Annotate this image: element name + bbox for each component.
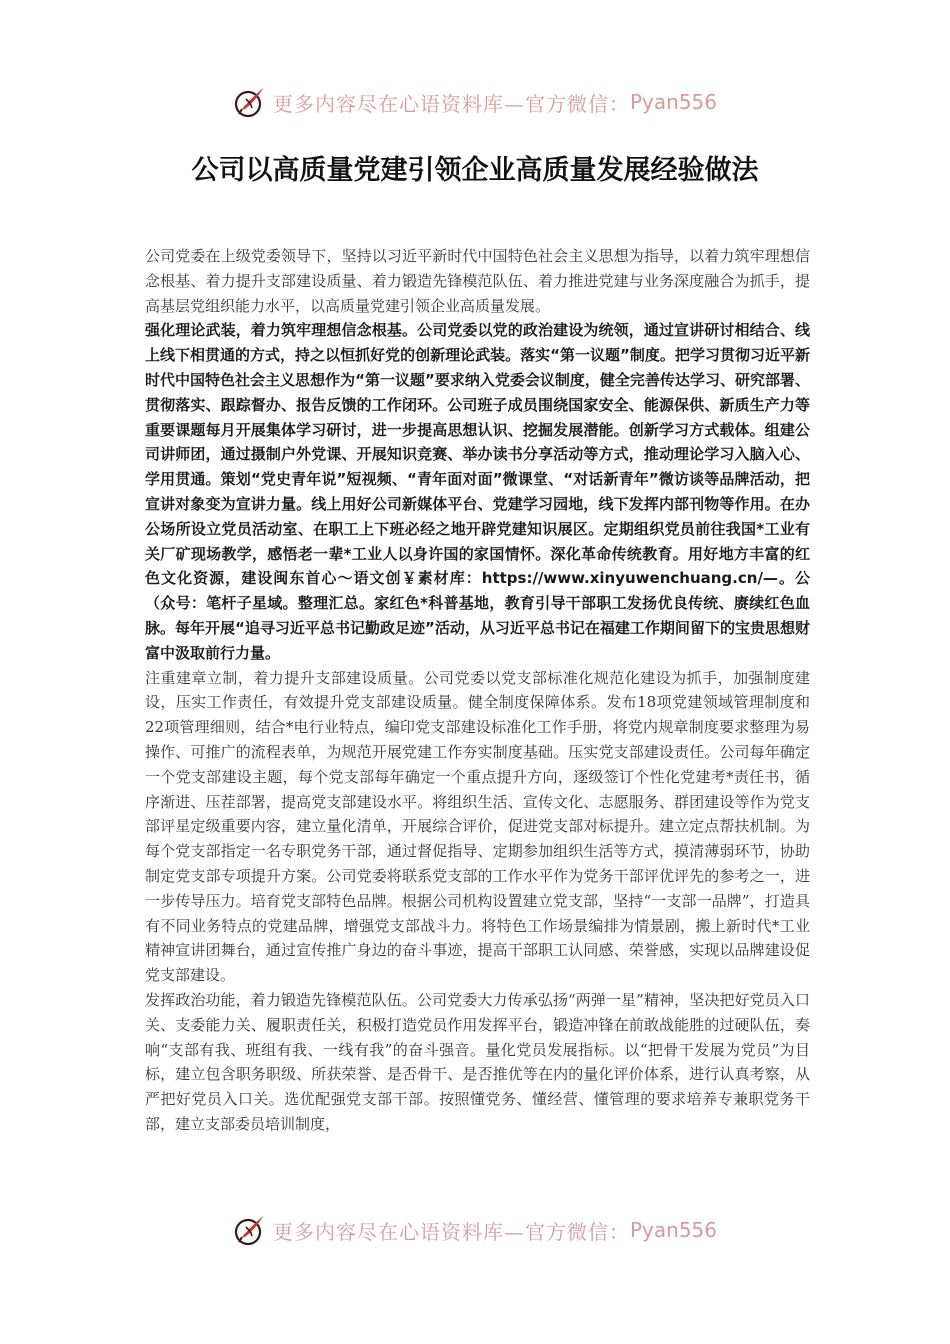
banner-wechat-id: Pyan556 (629, 1218, 717, 1242)
quill-logo-icon (233, 1213, 267, 1247)
paragraph-intro: 公司党委在上级党委领导下，坚持以习近平新时代中国特色社会主义思想为指导，以着力筑牢理想信念根基、着力提升支部建设质量、着力锻造先锋模范队伍、着力推进党建与业务深度融合为抓手，提高基层党组织能力水平，以高质量党建引领企业高质量发展。 (145, 247, 810, 315)
banner-text: 更多内容尽在心语资料库—官方微信： (272, 1219, 630, 1244)
paragraph-branch-building: 注重建章立制，着力提升支部建设质量。公司党委以党支部标准化规范化建设为抓手，加强制度建设，压实工作责任，有效提升党支部建设质量。健全制度保障体系。发布18项党建领域管理制度和22项管理细则，结合*电行业特点，编印党支部建设标准化工作手册，将党内规章制度要求整理为易操作、可推广的流程表单，为规范开展党建工作夯实制度基础。压实党支部建设责任。公司每年确定一个党支部建设主题，每个党支部每年确定一个重点提升方向，逐级签订个性化党建考*责任书，循序渐进、压茬部署，提高党支部建设水平。将组织生活、宣传文化、志愿服务、群团建设等作为党支部评星定级重要内容，建立量化清单，开展综合评价，促进党支部对标提升。建立定点帮扶机制。为每个党支部指定一名专职党务干部，通过督促指导、定期参加组织生活等方式，摸清薄弱环节，协助制定党支部专项提升方案。公司党委将联系党支部的工作水平作为党务干部评优评先的参考之一，进一步传导压力。培育党支部特色品牌。根据公司机构设置建立党支部，坚持“一支部一品牌”，打造具有不同业务特点的党建品牌，增强党支部战斗力。将特色工作场景编排为情景剧，搬上新时代*工业精神宣讲团舞台，通过宣传推广身边的奋斗事迹，提高干部职工认同感、荣誉感，实现以品牌建设促党支部建设。 (145, 668, 810, 985)
banner-text: 更多内容尽在心语资料库—官方微信： (272, 91, 630, 116)
top-watermark-banner (0, 80, 950, 124)
paragraph-pioneer-team: 发挥政治功能，着力锻造先锋模范队伍。公司党委大力传承弘扬“两弹一星”精神，坚决把好党员入口关、支委能力关、履职责任关，积极打造党员作用发挥平台，锻造冲锋在前敢战能胜的过硬队伍，奏响“支部有我、班组有我、一线有我”的奋斗强音。量化党员发展指标。以“把骨干发展为党员”为目标，建立包含职务职级、所获荣誉、是否骨干、是否推优等在内的量化评价体系，进行认真考察，从严把好党员入口关。选优配强党支部干部。按照懂党务、懂经营、懂管理的要求培养专兼职党务干部，建立支部委员培训制度， (145, 990, 810, 1133)
quill-logo-icon (233, 85, 267, 119)
document-body (145, 244, 810, 1137)
banner-wechat-id: Pyan556 (629, 90, 717, 114)
banner-content (233, 1213, 717, 1247)
bottom-watermark-banner (0, 1208, 950, 1252)
banner-content (233, 85, 717, 119)
document-title: 公司以高质量党建引领企业高质量发展经验做法 (191, 155, 759, 186)
paragraph-theory: 强化理论武装，着力筑牢理想信念根基。公司党委以党的政治建设为统领，通过宣讲研讨相结合、线上线下相贯通的方式，持之以恒抓好党的创新理论武装。落实“第一议题”制度。把学习贯彻习近平新时代中国特色社会主义思想作为“第一议题”要求纳入党委会议制度，健全完善传达学习、研究部署、贯彻落实、跟踪督办、报告反馈的工作闭环。公司班子成员围绕国家安全、能源保供、新质生产力等重要课题每月开展集体学习研讨，进一步提高思想认识、挖掘发展潜能。创新学习方式载体。组建公司讲师团，通过摄制户外党课、开展知识竞赛、举办读书分享活动等方式，推动理论学习入脑入心、学用贯通。策划“党史青年说”短视频、“青年面对面”微课堂、“对话新青年”微访谈等品牌活动，把宣讲对象变为宣讲力量。线上用好公司新媒体平台、党建学习园地，线下发挥内部刊物等作用。在办公场所设立党员活动室、在职工上下班必经之地开辟党建知识展区。定期组织党员前往我国*工业有关厂矿现场教学，感悟老一辈*工业人以身许国的家国情怀。深化革命传统教育。用好地方丰富的红色文化资源，建设闽东首心～语文创￥素材库：https://www.xinyuwenchuang.cn/—。公（众号：笔杆子星域。整理汇总。家红色*科普基地，教育引导干部职工发扬优良传统、赓续红色血脉。每年开展“追寻习近平总书记勤政足迹”活动，从习近平总书记在福建工作期间留下的宝贵思想财富中汲取前行力量。 (145, 321, 810, 662)
